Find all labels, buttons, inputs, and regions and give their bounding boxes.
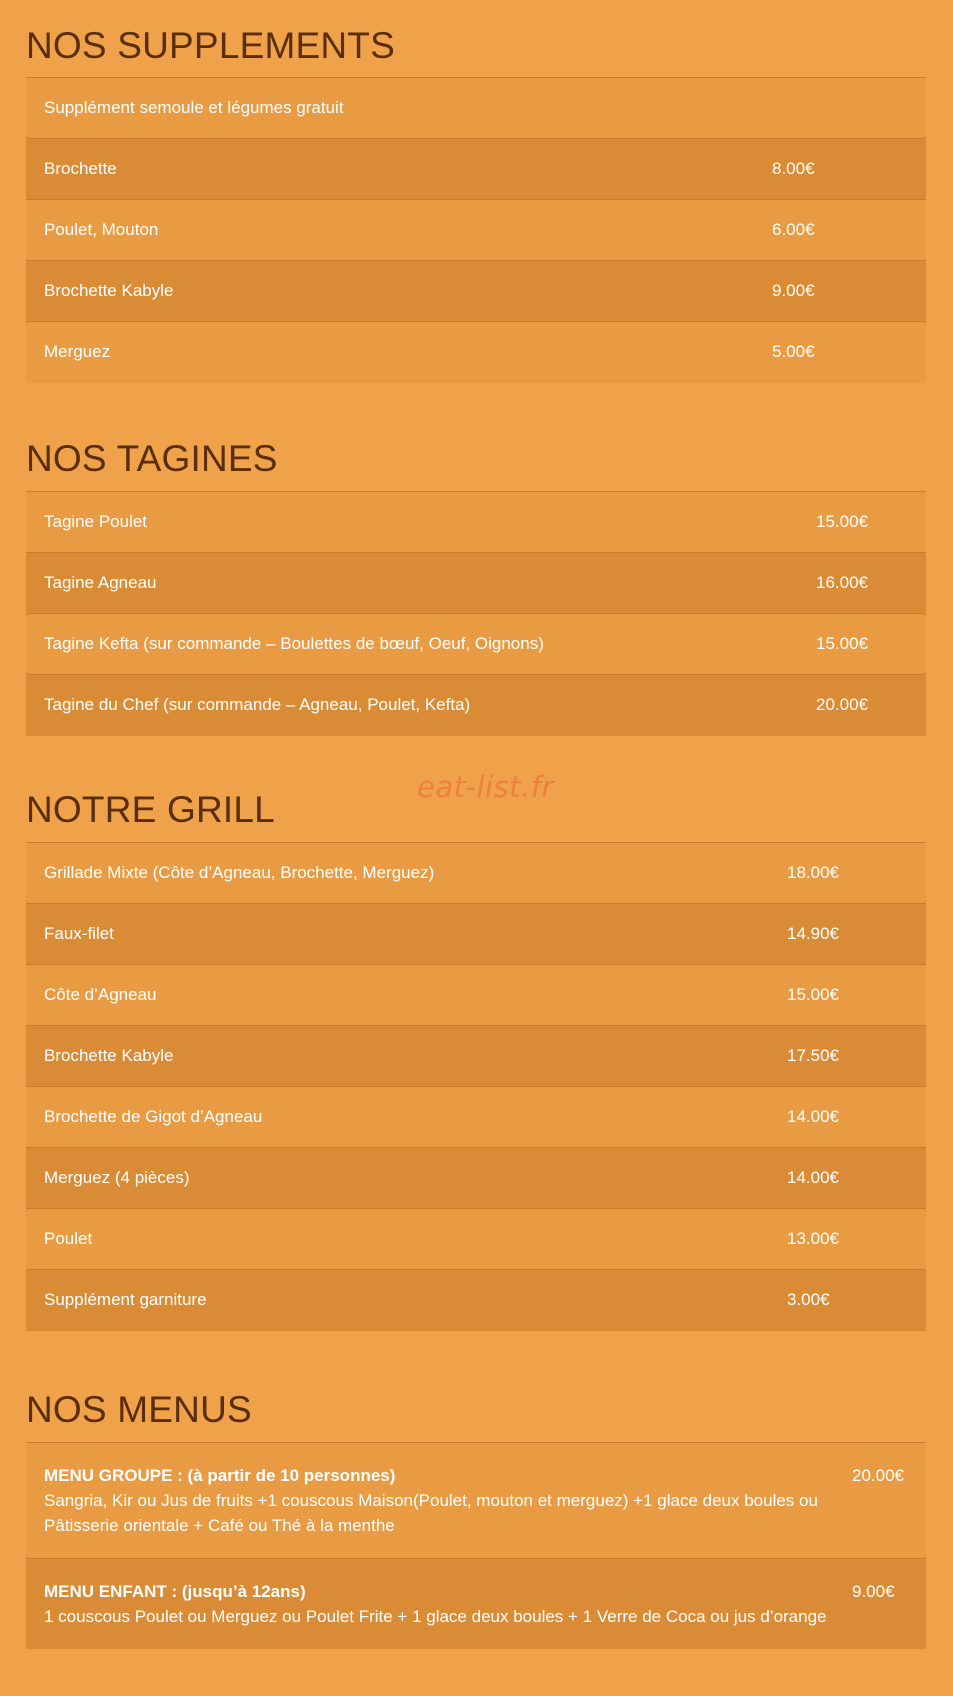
item-price: 14.90€ xyxy=(787,924,839,943)
item-name: Poulet, Mouton xyxy=(44,220,159,239)
table-row xyxy=(26,139,926,200)
menu-details xyxy=(26,1559,852,1650)
item-name: Brochette Kabyle xyxy=(44,1046,174,1065)
item-name: Supplément garniture xyxy=(44,1290,207,1310)
item-name: Grillade Mixte (Côte d’Agneau, Brochette, Merguez) xyxy=(44,863,435,882)
table-row xyxy=(26,1026,926,1087)
table-row xyxy=(26,492,926,553)
menu-table xyxy=(26,1442,926,1649)
item-name: Tagine Poulet xyxy=(44,512,148,531)
item-name: Brochette xyxy=(44,159,117,178)
table-row xyxy=(26,675,926,736)
item-price: 15.00€ xyxy=(816,512,868,531)
item-price: 9.00€ xyxy=(852,1582,895,1601)
watermark: eat-list.fr xyxy=(417,770,554,804)
item-price: 20.00€ xyxy=(816,695,868,715)
section-title: NOTRE GRILL xyxy=(26,789,275,830)
table-row xyxy=(26,1443,926,1559)
table-row xyxy=(26,1209,926,1270)
section-title: NOS MENUS xyxy=(26,1389,252,1430)
item-price: 14.00€ xyxy=(787,1107,839,1126)
table-row xyxy=(26,1559,926,1650)
menu-table xyxy=(26,491,926,736)
table-row xyxy=(26,904,926,965)
item-name: Faux-filet xyxy=(44,924,114,943)
section-title: NOS TAGINES xyxy=(26,438,278,479)
item-price: 8.00€ xyxy=(772,159,815,178)
menu-description: Sangria, Kir ou Jus de fruits +1 couscous Maison(Poulet, mouton et merguez) +1 glace deux boules ou Pâtisserie orientale + Café ou Thé à la menthe xyxy=(44,1491,818,1535)
item-name: Merguez xyxy=(44,342,111,362)
item-name: Brochette de Gigot d’Agneau xyxy=(44,1107,263,1126)
item-name: Supplément semoule et légumes gratuit xyxy=(44,98,344,117)
menu-table xyxy=(26,77,926,383)
section-title: NOS SUPPLEMENTS xyxy=(26,25,395,66)
item-name: Poulet xyxy=(44,1229,93,1248)
item-price: 17.50€ xyxy=(787,1046,839,1065)
item-price: 14.00€ xyxy=(787,1168,839,1187)
item-price: 5.00€ xyxy=(772,342,815,362)
item-price: 6.00€ xyxy=(772,220,815,239)
menu-description: 1 couscous Poulet ou Merguez ou Poulet Frite + 1 glace deux boules + 1 Verre de Coca ou jus d’orange xyxy=(44,1607,827,1626)
item-name: Tagine du Chef (sur commande – Agneau, Poulet, Kefta) xyxy=(44,695,471,715)
item-price: 18.00€ xyxy=(787,863,839,882)
table-row xyxy=(26,553,926,614)
table-row xyxy=(26,1087,926,1148)
menu-table xyxy=(26,842,926,1331)
table-row xyxy=(26,614,926,675)
table-row xyxy=(26,322,926,383)
item-price: 3.00€ xyxy=(787,1290,830,1310)
item-price xyxy=(772,78,926,139)
table-row xyxy=(26,1148,926,1209)
table-row xyxy=(26,843,926,904)
table-row xyxy=(26,965,926,1026)
item-price: 15.00€ xyxy=(787,985,839,1004)
table-row xyxy=(26,261,926,322)
table-row xyxy=(26,78,926,139)
item-name: Tagine Kefta (sur commande – Boulettes de bœuf, Oeuf, Oignons) xyxy=(44,634,544,653)
menu-details xyxy=(26,1443,852,1559)
table-row xyxy=(26,200,926,261)
item-name: Brochette Kabyle xyxy=(44,281,174,300)
menu-title: MENU ENFANT : (jusqu’à 12ans) xyxy=(44,1582,306,1601)
item-price: 16.00€ xyxy=(816,573,868,592)
table-row xyxy=(26,1270,926,1331)
item-name: Côte d’Agneau xyxy=(44,985,157,1004)
item-price: 20.00€ xyxy=(852,1466,904,1485)
item-name: Merguez (4 pièces) xyxy=(44,1168,190,1187)
item-price: 15.00€ xyxy=(816,634,868,653)
menu-title: MENU GROUPE : (à partir de 10 personnes) xyxy=(44,1466,396,1485)
item-price: 9.00€ xyxy=(772,281,815,300)
item-name: Tagine Agneau xyxy=(44,573,157,592)
item-price: 13.00€ xyxy=(787,1229,839,1248)
